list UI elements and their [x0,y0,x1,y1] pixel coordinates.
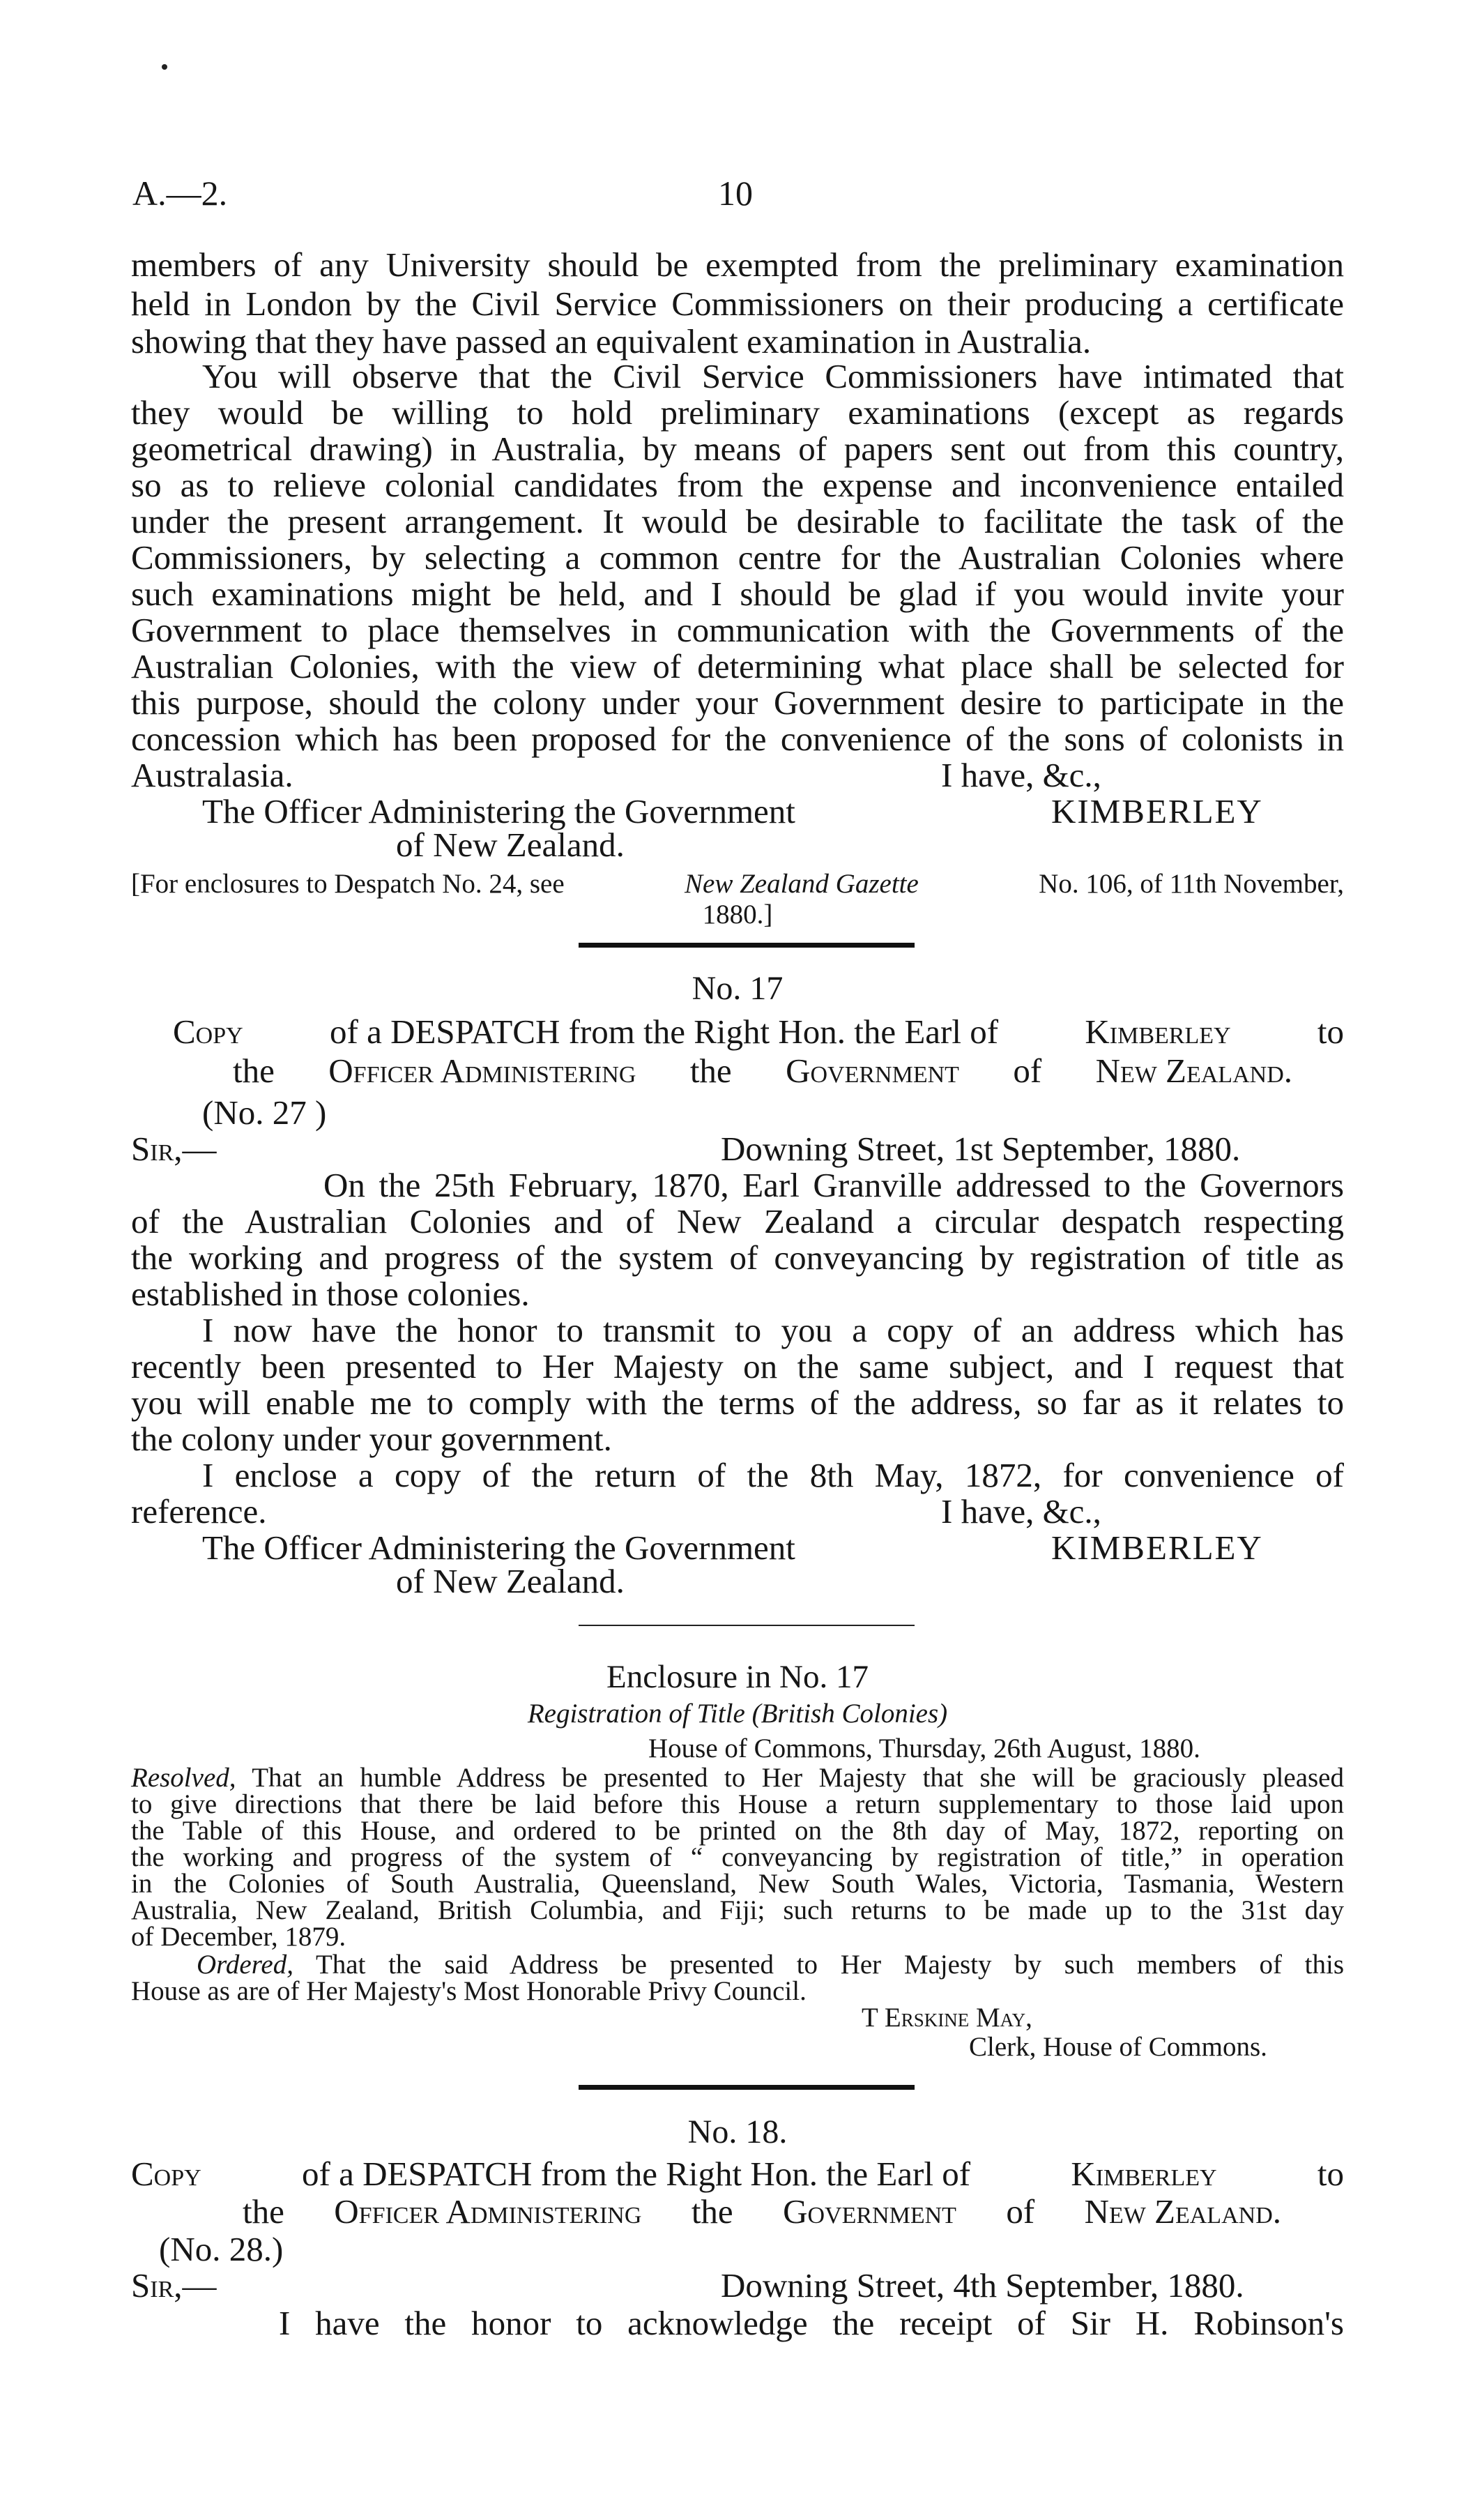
heading-officer: Officer Administering [334,2192,642,2231]
text-line: House as are of Her Majesty's Most Honorable Privy Council. [131,1976,807,2006]
enclosure-note-suffix: No. 106, of 11th November, [1039,869,1344,899]
enclosure-title: Enclosure in No. 17 [606,1659,869,1695]
heading-text: of a DESPATCH from the Right Hon. the Earl of [302,2155,971,2193]
addressee-line: of New Zealand. [396,1562,625,1600]
heading-colony: New Zealand. [1084,2192,1281,2231]
text-line: geometrical drawing) in Australia, by means of papers sent out from this country, [131,430,1344,468]
heading-copy: Copy [173,1012,243,1051]
salutation: Sir,— [131,1130,217,1168]
resolved-label: Resolved, [131,1763,236,1793]
heading-of: of [1013,1052,1042,1090]
signature: KIMBERLEY [1051,1528,1263,1567]
section-divider [579,2085,915,2090]
place-date: Downing Street, 1st September, 1880. [721,1130,1241,1168]
heading-earl: Kimberley [1085,1012,1231,1051]
page-number: 10 [718,174,753,213]
enclosure-divider [579,1625,915,1626]
enclosure-note-prefix: [For enclosures to Despatch No. 24, see [131,869,565,899]
text-line: I enclose a copy of the return of the 8th May, 1872, for convenience of [202,1456,1344,1494]
heading-colony: New Zealand. [1095,1052,1292,1090]
text-line: reference. [131,1492,267,1531]
text-line: established in those colonies. [131,1275,530,1313]
clerk-title: Clerk, House of Commons. [969,2032,1267,2062]
salutation: Sir,— [131,2266,217,2305]
signature: KIMBERLEY [1051,792,1263,830]
text-line: members of any University should be exempted from the preliminary examination [131,245,1344,284]
text-line: the colony under your government. [131,1420,612,1458]
text-line: concession which has been proposed for the convenience of the sons of colonists in [131,720,1344,758]
despatch-heading-line-1 [131,2155,1344,2194]
text-line: That the said Address be presented to Her Majesty by such members of this [315,1950,1345,1980]
place-date: Downing Street, 4th September, 1880. [721,2266,1244,2305]
heading-earl: Kimberley [1071,2155,1217,2193]
clerk-name: T Erskine May, [862,2003,1032,2033]
despatch-heading-line-1 [173,1012,1344,1052]
text-line: recently been presented to Her Majesty on the same subject, and I request that [131,1347,1344,1386]
heading-government: Government [783,2192,956,2231]
gazette-title: New Zealand Gazette [685,869,919,899]
text-line: of the Australian Colonies and of New Zealand a circular despatch respecting [131,1202,1344,1240]
text-line: Australia, New Zealand, British Columbia, and Fiji; such returns to be made up to the 31st day [131,1895,1344,1925]
enclosure-place-date: House of Commons, Thursday, 26th August, 1880. [648,1733,1200,1763]
heading-the: the [689,1052,732,1090]
text-line: so as to relieve colonial candidates from the expense and inconvenience entailed [131,466,1344,504]
enclosure-subtitle-text: Registration of Title (British Colonies) [527,1699,948,1729]
heading-government: Government [786,1052,959,1090]
ordered-label: Ordered, [197,1950,293,1980]
despatch-reference: (No. 27 ) [202,1093,327,1132]
text-line: this purpose, should the colony under your Government desire to participate in the [131,683,1344,722]
heading-to: to [1317,1012,1344,1051]
text-line: such examinations might be held, and I should be glad if you would invite your [131,575,1344,613]
reference-number: A.—2. [132,174,228,213]
text-line: under the present arrangement. It would be desirable to facilitate the task of the [131,502,1344,540]
despatch-reference: (No. 28.) [159,2230,284,2268]
addressee-line: of New Zealand. [396,826,625,864]
text-line: to give directions that there be laid before this House a return supplementary to those laid upon [131,1789,1344,1819]
despatch-number: No. 17 [692,970,784,1007]
heading-of: of [1006,2192,1035,2231]
text-line: Commissioners, by selecting a common centre for the Australian Colonies where [131,538,1344,577]
text-line: held in London by the Civil Service Commissioners on their producing a certificate [131,284,1344,323]
addressee-line: The Officer Administering the Government [202,1528,795,1567]
text-line: the working and progress of the system of “ conveyancing by registration of title,” in operation [131,1842,1344,1872]
despatch-heading-line-2 [243,2192,1281,2231]
section-divider [579,943,915,948]
text-line: showing that they have passed an equivalent examination in Australia. [131,322,1092,360]
text-line: you will enable me to comply with the terms of the address, so far as it relates to [131,1383,1344,1422]
enclosure-note [131,869,1344,900]
printing-speck [162,64,167,70]
despatch-heading-line-2 [233,1052,1292,1091]
heading-text: of a DESPATCH from the Right Hon. the Earl of [330,1012,999,1051]
despatch-number: No. 18. [687,2113,788,2150]
text-line: That an humble Address be presented to Her Majesty that she will be graciously pleased [252,1763,1344,1793]
closing: I have, &c., [941,756,1101,794]
enclosure-subtitle [131,1699,1344,1729]
text-line: On the 25th February, 1870, Earl Granville addressed to the Governors [323,1166,1344,1204]
heading-the: the [233,1052,275,1090]
text-line: Australian Colonies, with the view of determining what place shall be selected for [131,647,1344,685]
addressee-line: The Officer Administering the Government [202,792,795,830]
enclosure-note-line2: 1880.] [702,900,773,929]
closing: I have, &c., [941,1492,1101,1531]
heading-officer: Officer Administering [328,1052,636,1090]
heading-to: to [1317,2155,1344,2193]
text-line: Australasia. [131,756,293,794]
text-line: of December, 1879. [131,1922,346,1952]
heading-the: the [243,2192,284,2231]
heading-copy: Copy [131,2155,201,2193]
text-line: the working and progress of the system of conveyancing by registration of title as [131,1238,1344,1277]
text-line: I now have the honor to transmit to you a copy of an address which has [202,1311,1344,1349]
text-line: You will observe that the Civil Service Commissioners have intimated that [202,357,1344,395]
text-line: I have the honor to acknowledge the receipt of Sir H. Robinson's [279,2304,1344,2342]
text-line: in the Colonies of South Australia, Queensland, New South Wales, Victoria, Tasmania, Western [131,1869,1344,1899]
text-line: the Table of this House, and ordered to be printed on the 8th day of May, 1872, reporting on [131,1816,1344,1846]
heading-the: the [691,2192,733,2231]
text-line: they would be willing to hold preliminary examinations (except as regards [131,393,1344,432]
text-line: Government to place themselves in communication with the Governments of the [131,611,1344,649]
